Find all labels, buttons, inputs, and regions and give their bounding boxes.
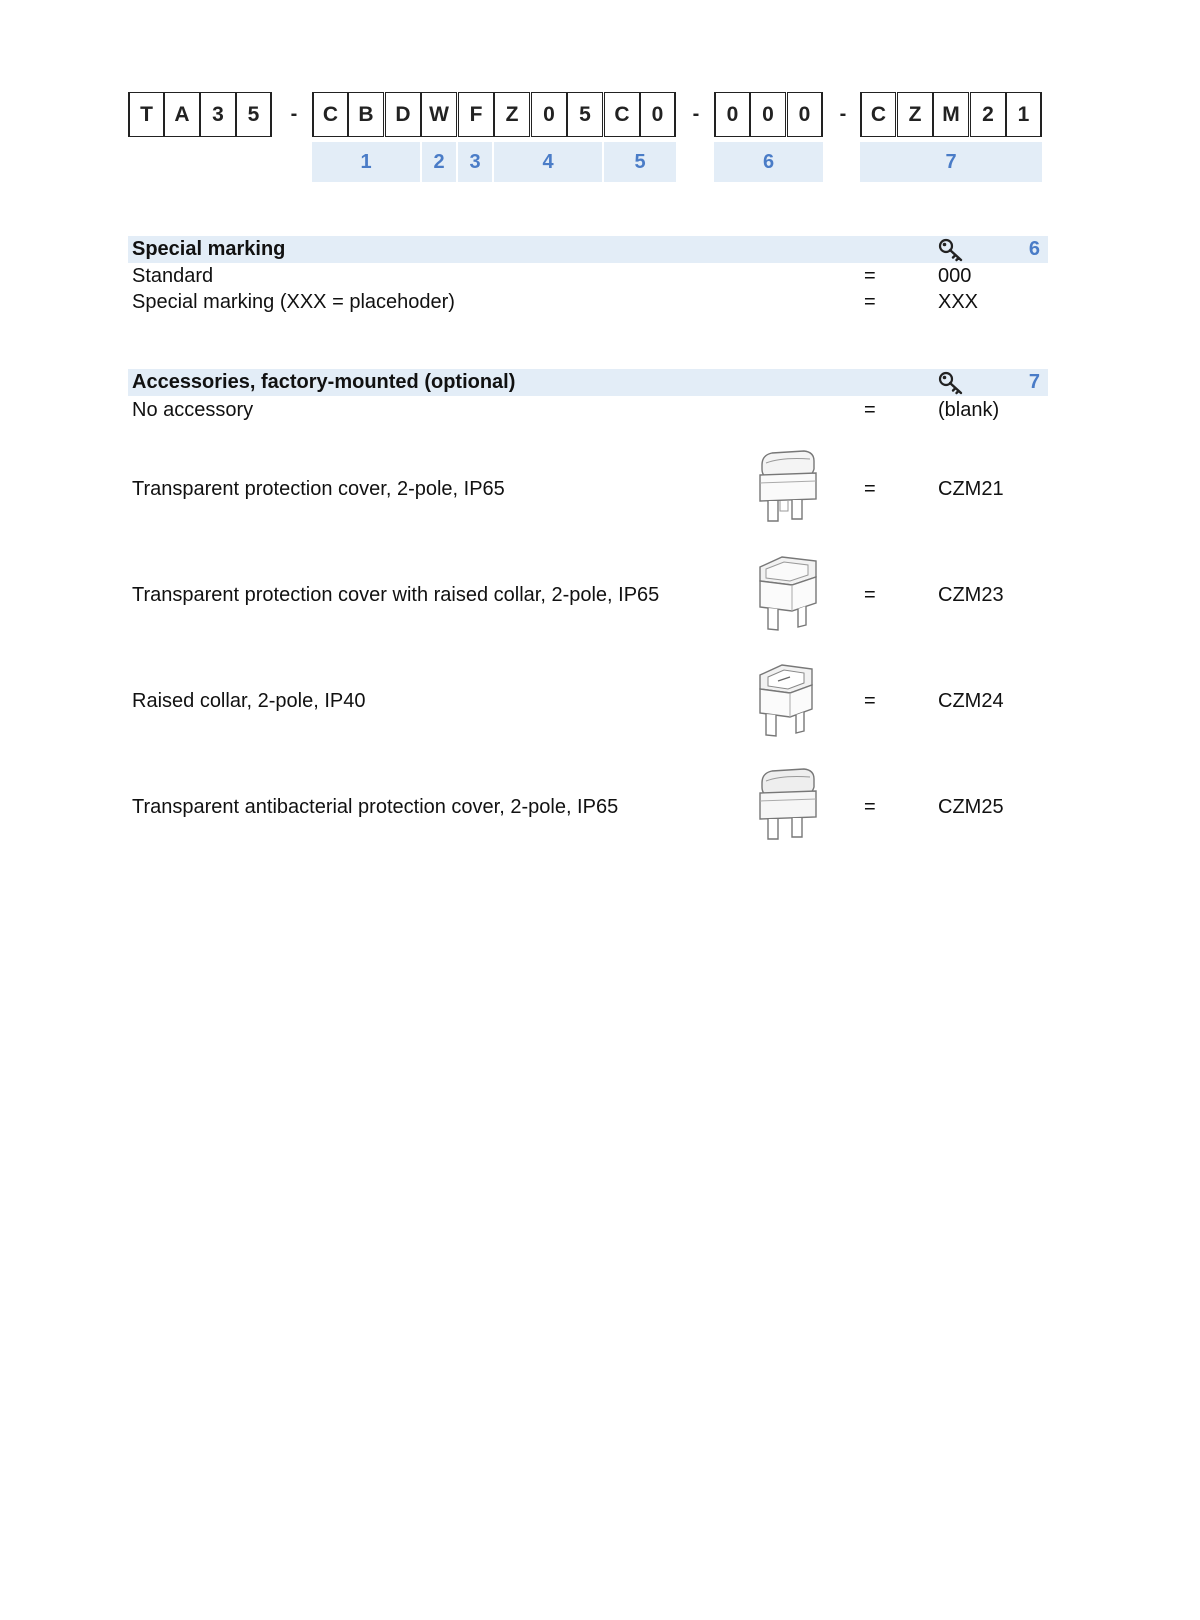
equals-sign: =	[864, 291, 876, 313]
code-char: 5	[567, 92, 603, 137]
equals-sign: =	[864, 584, 876, 606]
code-char: 0	[531, 92, 567, 137]
code-char: C	[312, 92, 348, 137]
code-char: C	[604, 92, 640, 137]
code-char: F	[458, 92, 494, 137]
section-number: 7	[1028, 371, 1040, 393]
code-char: 3	[200, 92, 236, 137]
key-icon	[938, 371, 964, 395]
code-char: 0	[640, 92, 676, 137]
section-header-accessories	[128, 369, 1048, 396]
section-title: Special marking	[132, 238, 286, 260]
code-char: 5	[236, 92, 272, 137]
code-separator: -	[839, 103, 847, 125]
raised-collar-cover-icon	[752, 553, 824, 635]
code-index: 3	[458, 142, 492, 182]
option-code: CZM23	[938, 584, 1004, 606]
key-icon	[938, 238, 964, 262]
option-code: (blank)	[938, 399, 1000, 421]
equals-sign: =	[864, 690, 876, 712]
code-char: B	[348, 92, 384, 137]
option-label: No accessory	[132, 399, 254, 421]
protection-cover-icon	[752, 447, 824, 529]
option-label: Special marking (XXX = placehoder)	[132, 291, 455, 313]
option-code: XXX	[938, 291, 979, 313]
code-index: 1	[312, 142, 420, 182]
section-number: 6	[1028, 238, 1040, 260]
section-title: Accessories, factory-mounted (optional)	[132, 371, 516, 393]
equals-sign: =	[864, 265, 876, 287]
code-char: A	[164, 92, 200, 137]
option-label: Transparent protection cover with raised collar, 2-pole, IP65	[132, 584, 660, 606]
raised-collar-icon	[752, 659, 824, 741]
code-index: 2	[422, 142, 456, 182]
code-index: 7	[860, 142, 1042, 182]
option-code: CZM24	[938, 690, 1004, 712]
section-header-special-marking	[128, 236, 1048, 263]
code-index: 4	[494, 142, 602, 182]
code-char: W	[421, 92, 457, 137]
code-char: T	[128, 92, 164, 137]
code-char: 1	[1006, 92, 1042, 137]
option-label: Raised collar, 2-pole, IP40	[132, 690, 366, 712]
option-code: 000	[938, 265, 972, 287]
antibacterial-cover-icon	[752, 765, 824, 847]
option-code: CZM25	[938, 796, 1004, 818]
equals-sign: =	[864, 796, 876, 818]
code-char: Z	[494, 92, 530, 137]
code-char: 0	[714, 92, 750, 137]
code-char: Z	[897, 92, 933, 137]
option-label: Transparent antibacterial protection cover, 2-pole, IP65	[132, 796, 619, 818]
code-separator: -	[692, 103, 700, 125]
option-code: CZM21	[938, 478, 1004, 500]
option-label: Standard	[132, 265, 214, 287]
code-index: 6	[714, 142, 823, 182]
code-char: 0	[787, 92, 823, 137]
code-char: 2	[970, 92, 1006, 137]
code-char: M	[933, 92, 969, 137]
code-separator: -	[290, 103, 298, 125]
code-char: C	[860, 92, 896, 137]
equals-sign: =	[864, 399, 876, 421]
code-index: 5	[604, 142, 676, 182]
code-char: D	[385, 92, 421, 137]
code-char: 0	[750, 92, 786, 137]
option-label: Transparent protection cover, 2-pole, IP65	[132, 478, 505, 500]
equals-sign: =	[864, 478, 876, 500]
